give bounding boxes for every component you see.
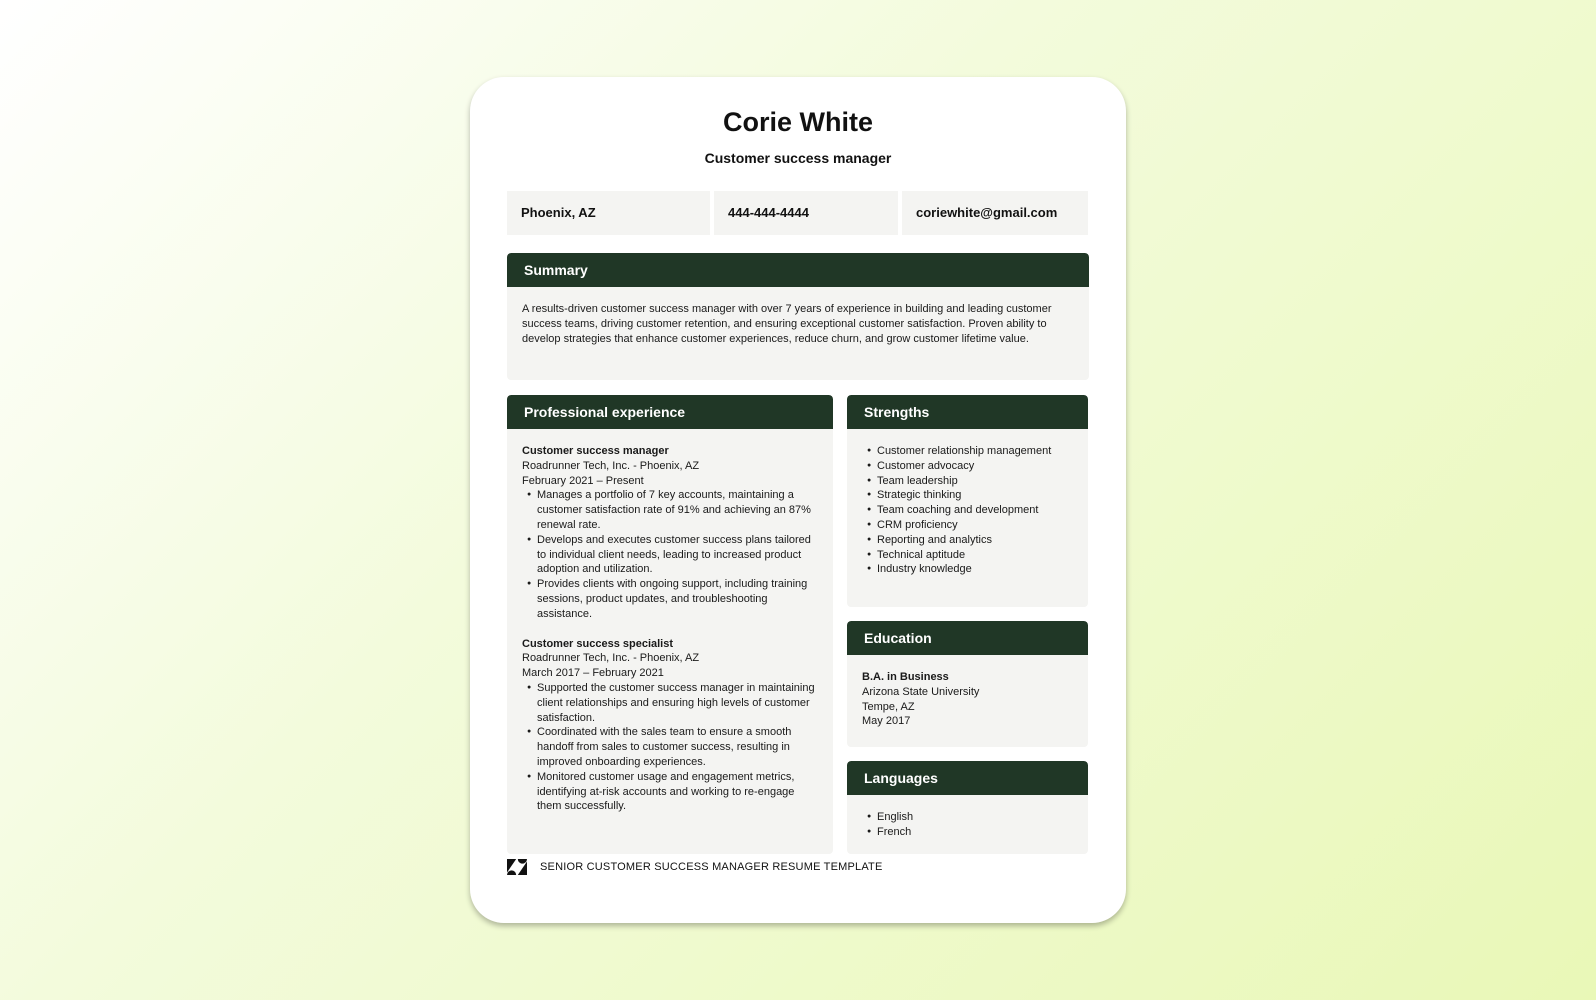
strength-item: ● Team coaching and development [867,503,1073,518]
resume-role: Customer success manager [704,150,892,166]
education-school: Arizona State University [862,685,980,698]
job-company: Roadrunner Tech, Inc. - Phoenix, AZ [522,652,700,665]
job-title: Customer success manager [522,445,669,457]
education-section [847,621,1088,747]
experience-section [507,395,833,854]
strength-item: ● CRM proficiency [867,518,1073,533]
job-bullets [522,488,818,621]
job-bullet: ● Monitored customer usage and engagement metrics, identifying at-risk accounts and working to re-engage them successfully. [522,770,818,814]
strengths-section [847,395,1088,607]
strengths-heading: Strengths [847,395,1088,429]
resume-card [470,77,1126,923]
job-title: Customer success specialist [522,637,674,650]
summary-section [507,253,1089,380]
job-bullet: ● Provides clients with ongoing support, including training sessions, product updates, and troubleshooting assistance. [522,577,818,621]
strengths-list [867,444,1073,577]
education-location: Tempe, AZ [862,700,915,713]
resume-name: Corie White [722,107,873,137]
job-entry [522,444,818,622]
languages-heading: Languages [847,761,1088,795]
strength-item: ● Reporting and analytics [867,533,1073,548]
strength-item: ● Strategic thinking [867,488,1073,503]
job-dates: February 2021 – Present [522,474,644,487]
job-bullet: ● Manages a portfolio of 7 key accounts, maintaining a customer satisfaction rate of 91% and achieving an 87% renewal rate. [522,488,818,532]
footer-text: SENIOR CUSTOMER SUCCESS MANAGER RESUME TEMPLATE [540,861,883,873]
strength-item: ● Technical aptitude [867,548,1073,563]
education-date: May 2017 [862,715,911,728]
strength-item: ● Customer advocacy [867,459,1073,474]
job-bullet: ● Supported the customer success manager in maintaining client relationships and ensuring high levels of customer satisfaction. [522,681,818,725]
strength-item: ● Team leadership [867,474,1073,489]
education-degree: B.A. in Business [862,671,949,683]
job-entry [522,637,818,815]
summary-heading: Summary [507,253,1089,287]
language-item: ● English [867,810,1073,825]
language-item: ● French [867,825,1073,840]
strength-item: ● Industry knowledge [867,562,1073,577]
job-bullet: ● Coordinated with the sales team to ensure a smooth handoff from sales to customer success, resulting in improved onboarding experiences. [522,725,818,769]
job-bullet: ● Develops and executes customer success plans tailored to individual client needs, leading to increased product adoption and utilization. [522,533,818,577]
job-dates: March 2017 – February 2021 [522,667,664,680]
template-footer [507,857,883,877]
contact-email: coriewhite@gmail.com [902,191,1088,235]
education-heading: Education [847,621,1088,655]
languages-section [847,761,1088,854]
contact-location: Phoenix, AZ [507,191,710,235]
strength-item: ● Customer relationship management [867,444,1073,459]
languages-list [867,810,1073,840]
zendesk-logo-icon [507,859,527,875]
summary-text: A results-driven customer success manager with over 7 years of experience in building and leading customer success teams, driving customer retention, and ensuring exceptional customer satisfaction. Proven ability to develop strategies that enhance customer experiences, reduce churn, and grow customer lifetime value. [522,303,1052,345]
job-bullets [522,681,818,814]
experience-heading: Professional experience [507,395,833,429]
job-company: Roadrunner Tech, Inc. - Phoenix, AZ [522,459,700,472]
contact-phone: 444-444-4444 [714,191,898,235]
